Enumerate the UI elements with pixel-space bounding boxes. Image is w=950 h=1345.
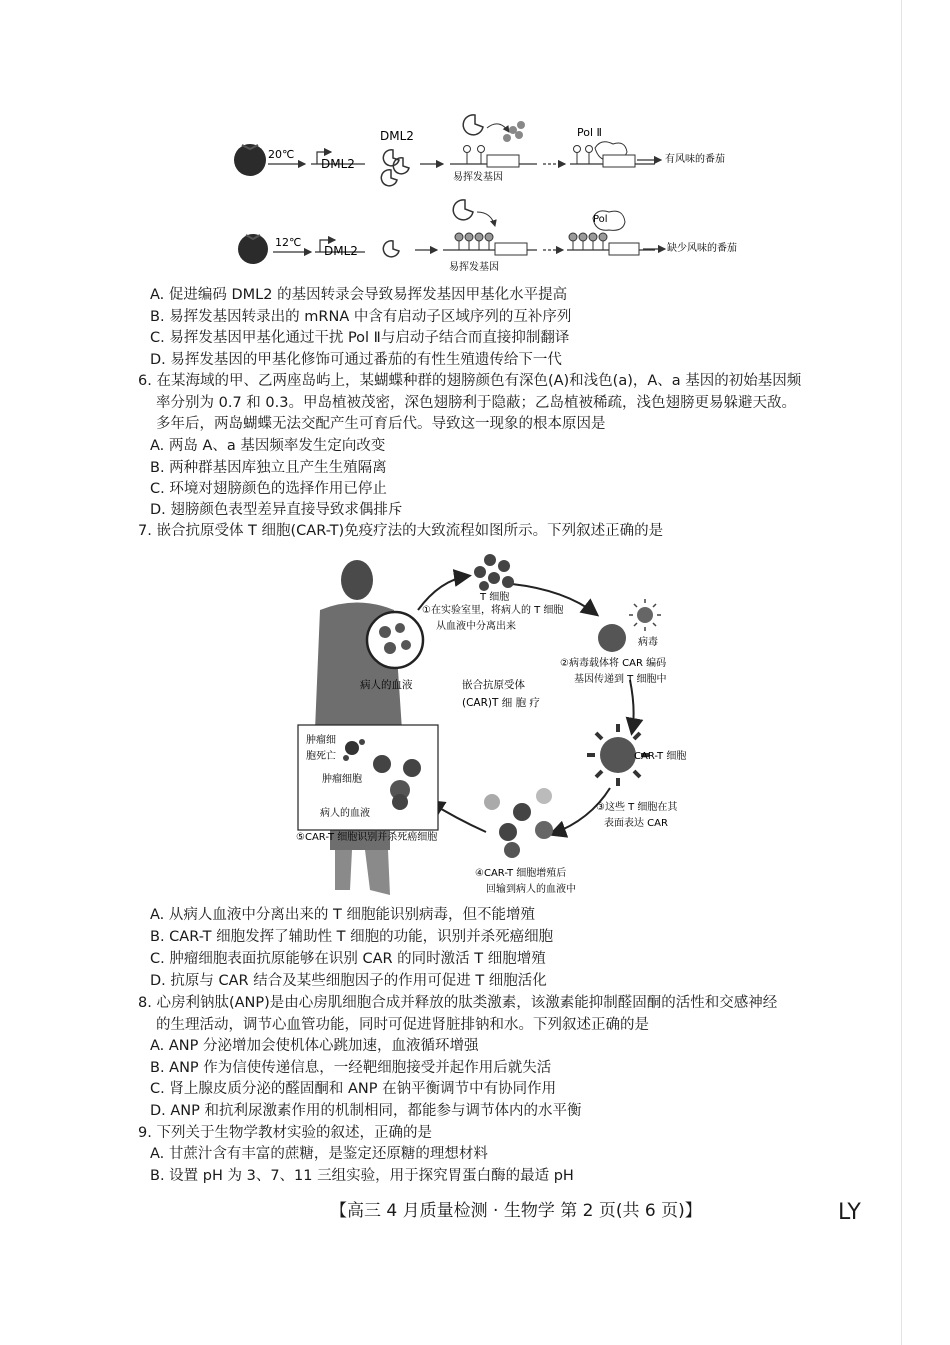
volatile-gene-bottom-right <box>567 211 655 255</box>
blood-label: 病人的血液 <box>360 679 413 691</box>
result-bottom: 缺少风味的番茄 <box>667 243 737 254</box>
step2-line2: 基因传递到 T 细胞中 <box>574 674 667 685</box>
step4-line1: ④CAR-T 细胞增殖后 <box>475 868 567 879</box>
tumor-dead-line1: 肿瘤细 <box>306 735 336 746</box>
q6-option-c: C. 环境对翅膀颜色的选择作用已停止 <box>150 481 387 497</box>
corner-mark: LY <box>838 1200 861 1225</box>
step5-label: ⑤CAR-T 细胞识别并杀死癌细胞 <box>296 832 438 843</box>
center-title-line1: 嵌合抗原受体 <box>462 679 525 691</box>
q8-stem-line1: 8. 心房利钠肽(ANP)是由心房肌细胞合成并释放的肽类激素，该激素能抑制醛固酮的活性和交感神经 <box>138 995 778 1011</box>
dml2-enzyme-icon <box>383 241 399 257</box>
page-edge <box>901 0 902 1345</box>
temp-top: 20℃ <box>268 148 295 161</box>
gene-label-top: DML2 <box>321 157 355 171</box>
q6-option-b: B. 两种群基因库独立且产生生殖隔离 <box>150 460 387 476</box>
q7-option-b: B. CAR-T 细胞发挥了辅助性 T 细胞的功能，识别并杀死癌细胞 <box>150 929 554 945</box>
step4-line2: 回输到病人的血液中 <box>486 884 576 895</box>
q7-option-c: C. 肿瘤细胞表面抗原能够在识别 CAR 的同时激活 T 细胞增殖 <box>150 951 546 967</box>
virus-label: 病毒 <box>638 637 658 648</box>
q6-stem-line1: 6. 在某海域的甲、乙两座岛屿上，某蝴蝶种群的翅膀颜色有深色(A)和浅色(a)，A、a 基因的初始基因频 <box>138 373 802 389</box>
step3-line1: ③这些 T 细胞在其 <box>596 802 678 813</box>
q5-option-a: A. 促进编码 DML2 的基因转录会导致易挥发基因甲基化水平提高 <box>150 287 568 303</box>
q9-option-b: B. 设置 pH 为 3、7、11 三组实验，用于探究胃蛋白酶的最适 pH <box>150 1168 574 1184</box>
q6-option-a: A. 两岛 A、a 基因频率发生定向改变 <box>150 438 386 454</box>
tomato-icon <box>238 234 268 264</box>
result-top: 有风味的番茄 <box>665 154 725 165</box>
car-t-therapy-figure <box>290 550 710 895</box>
tumor-dead-line2: 胞死亡 <box>306 751 336 762</box>
step1-line1: ①在实验室里，将病人的 T 细胞 <box>422 605 564 616</box>
blood-label-2: 病人的血液 <box>320 808 370 819</box>
q7-option-d: D. 抗原与 CAR 结合及某些细胞因子的作用可促进 T 细胞活化 <box>150 973 547 989</box>
q8-option-b: B. ANP 作为信使传递信息，一经靶细胞接受并起作用后就失活 <box>150 1060 552 1076</box>
t-cell-infected-icon <box>598 624 626 652</box>
q9-stem: 9. 下列关于生物学教材实验的叙述，正确的是 <box>138 1125 432 1141</box>
q8-stem-line2: 的生理活动，调节心血管功能，同时可促进肾脏排钠和水。下列叙述正确的是 <box>156 1017 649 1033</box>
q6-option-d: D. 翅膀颜色表型差异直接导致求偶排斥 <box>150 502 403 518</box>
q6-stem-line3: 多年后，两岛蝴蝶无法交配产生可育后代。导致这一现象的根本原因是 <box>156 416 606 432</box>
volatile-gene-label-bottom: 易挥发基因 <box>449 262 499 273</box>
q7-stem: 7. 嵌合抗原受体 T 细胞(CAR-T)免疫疗法的大致流程如图所示。下列叙述正确的是 <box>138 523 664 539</box>
pol-label-top: Pol Ⅱ <box>577 126 602 139</box>
q7-option-a: A. 从病人血液中分离出来的 T 细胞能识别病毒，但不能增殖 <box>150 907 535 923</box>
q8-option-d: D. ANP 和抗利尿激素作用的机制相同，都能参与调节体内的水平衡 <box>150 1103 582 1119</box>
tomato-icon <box>234 144 266 176</box>
car-t-label: CAR-T 细胞 <box>634 751 687 762</box>
enzyme-label: DML2 <box>380 129 414 143</box>
t-cells-icon <box>474 554 514 591</box>
blood-sample-icon <box>367 612 423 668</box>
proliferated-car-t-icon <box>484 788 553 858</box>
volatile-gene-top-right <box>570 142 655 167</box>
q5-option-c: C. 易挥发基因甲基化通过干扰 Pol Ⅱ与启动子结合而直接抑制翻译 <box>150 330 570 346</box>
t-cell-label: T 细胞 <box>480 592 510 603</box>
volatile-gene-top <box>450 115 537 167</box>
step2-line1: ②病毒载体将 CAR 编码 <box>560 658 667 669</box>
volatile-gene-bottom <box>443 200 537 255</box>
step3-line2: 表面表达 CAR <box>604 818 668 829</box>
temp-bottom: 12℃ <box>275 236 302 249</box>
page-footer: 【高三 4 月质量检测 · 生物学 第 2 页(共 6 页)】 <box>330 1201 702 1221</box>
dml2-methylation-figure <box>225 100 765 278</box>
dml2-enzyme-icon <box>381 150 409 186</box>
q8-option-c: C. 肾上腺皮质分泌的醛固酮和 ANP 在钠平衡调节中有协同作用 <box>150 1081 557 1097</box>
q5-option-d: D. 易挥发基因的甲基化修饰可通过番茄的有性生殖遗传给下一代 <box>150 352 562 368</box>
q5-option-b: B. 易挥发基因转录出的 mRNA 中含有启动子区域序列的互补序列 <box>150 309 572 325</box>
step1-line2: 从血液中分离出来 <box>436 621 516 632</box>
tumor-label: 肿瘤细胞 <box>322 774 362 785</box>
gene-label-bottom: DML2 <box>324 244 358 258</box>
q8-option-a: A. ANP 分泌增加会使机体心跳加速，血液循环增强 <box>150 1038 479 1054</box>
q6-stem-line2: 率分别为 0.7 和 0.3。甲岛植被茂密，深色翅膀利于隐蔽；乙岛植被稀疏，浅色翅膀更易躲避天敌。 <box>156 395 796 411</box>
q9-option-a: A. 甘蔗汁含有丰富的蔗糖，是鉴定还原糖的理想材料 <box>150 1146 488 1162</box>
pol-label-bottom: Pol <box>593 214 608 225</box>
center-title-line2: (CAR)T 细 胞 疗 <box>462 697 540 709</box>
volatile-gene-label-top: 易挥发基因 <box>453 172 503 183</box>
virus-icon <box>629 599 661 631</box>
